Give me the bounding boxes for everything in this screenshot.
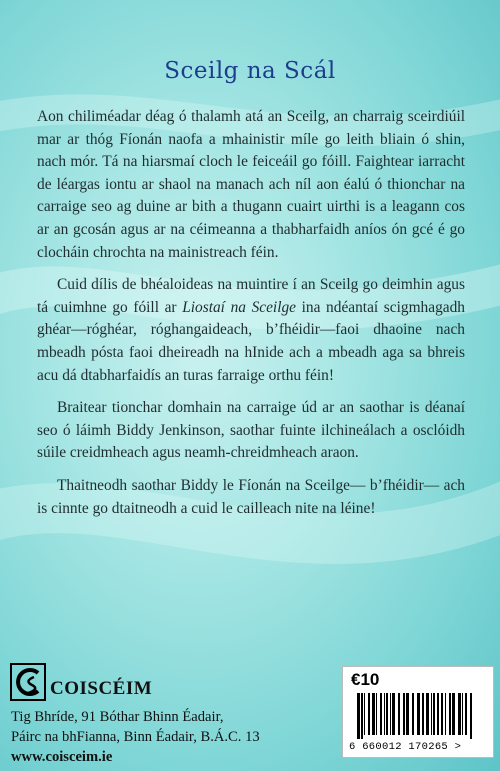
barcode-bar — [433, 693, 435, 735]
publisher-website[interactable]: www.coisceim.ie — [11, 749, 113, 765]
paragraph-1: Aon chiliméadar déag ó thalamh atá an Sceilg, an charraig sceirdiúil mar ar thóg Fíonán naofa a mhainistir míle go leith bliain ó shin, nach mór. Tá na hiarsmaí cloch le feiceáil go fóill. Faightear iarracht de léargas iontu ar shaol na manach ach níl aon éalú ó thionchar na carraige seo ag duine ar bith a thugann cuairt uirthi is a leagann cos ar an gcosán agus ar na céimeanna a thabharfaidh aníos ón gcé é go clocháin chrochta na mainistreach féin. — [37, 108, 465, 261]
blurb — [37, 106, 465, 530]
barcode-bar — [465, 693, 467, 735]
barcode-bar — [392, 693, 395, 735]
barcode-bar — [386, 693, 388, 735]
barcode-bar — [380, 693, 382, 735]
barcode-bar — [426, 693, 429, 735]
barcode-bar — [406, 693, 409, 735]
barcode-bar — [458, 693, 461, 735]
barcode-bar — [403, 693, 405, 735]
publisher-logo-row — [10, 663, 330, 701]
publisher-address — [11, 707, 330, 767]
barcode-icon — [357, 693, 481, 739]
barcode-bar — [412, 693, 414, 735]
barcode-bar — [437, 693, 439, 735]
barcode-number: 6 660012 170265 > — [349, 741, 462, 753]
barcode-bar — [376, 693, 377, 735]
paragraph-2 — [37, 274, 465, 387]
barcode-bar — [361, 693, 363, 739]
barcode-panel — [342, 666, 494, 758]
barcode-bar — [368, 693, 370, 735]
barcode-bar — [398, 693, 400, 735]
barcode-bar — [445, 693, 446, 735]
paragraph-4: Thaitneodh saothar Biddy le Fíonán na Sceilge— b’fhéidir— ach is cinnte go dtaitneodh a cuid le cailleach nite na léine! — [37, 476, 465, 517]
barcode-bar — [372, 693, 375, 735]
paragraph-2-start: Cuid dílis de bhéaloideas na muintire í an Sceilg go deimhin agus tá cuimhne go fóill ar — [37, 276, 465, 316]
coisceim-logo-icon — [10, 663, 46, 701]
barcode-bar — [417, 693, 420, 735]
price-label: €10 — [351, 670, 380, 689]
barcode-bar — [431, 693, 432, 735]
address-line-1: Tig Bhríde, 91 Bóthar Bhinn Éadair, — [11, 709, 224, 725]
barcode-bar — [449, 693, 451, 735]
paragraph-3: Braitear tionchar domhain na carraige úd ar an saothar is déanaí seo ó láimh Biddy Jenkinson, saothar fuinte ilchineálach a osclóidh súile creidmheach agus neamh-chreidmheach araon. — [37, 399, 465, 462]
paragraph-2-end: ina ndéantaí scigmhagadh ghéar—róghéar, róghangaideach, b’fhéidir—faoi dhaoine nach mbeadh pósta faoi dheireadh na hInide ach a mbeadh aga sa bhreis acu dá dtabharfaidís an turas farraige orthu féin! — [37, 298, 466, 384]
barcode-bar — [441, 693, 443, 735]
barcode-bar — [422, 693, 424, 735]
barcode-bar — [390, 693, 391, 735]
publisher-block — [10, 663, 330, 767]
barcode-bar — [364, 693, 365, 735]
barcode-bar — [462, 693, 463, 735]
address-line-2: Páirc na bhFianna, Binn Éadair, B.Á.C. 13 — [11, 729, 260, 745]
barcode-bar — [357, 693, 360, 739]
barcode-bar — [452, 693, 455, 735]
book-title: Sceilg na Scál — [164, 58, 336, 84]
barcode-bar — [384, 693, 385, 735]
barcode-bar — [470, 693, 472, 739]
publisher-name: COISCÉIM — [50, 678, 153, 699]
paragraph-2-italic-title: Liostaí na Sceilge — [182, 298, 297, 316]
